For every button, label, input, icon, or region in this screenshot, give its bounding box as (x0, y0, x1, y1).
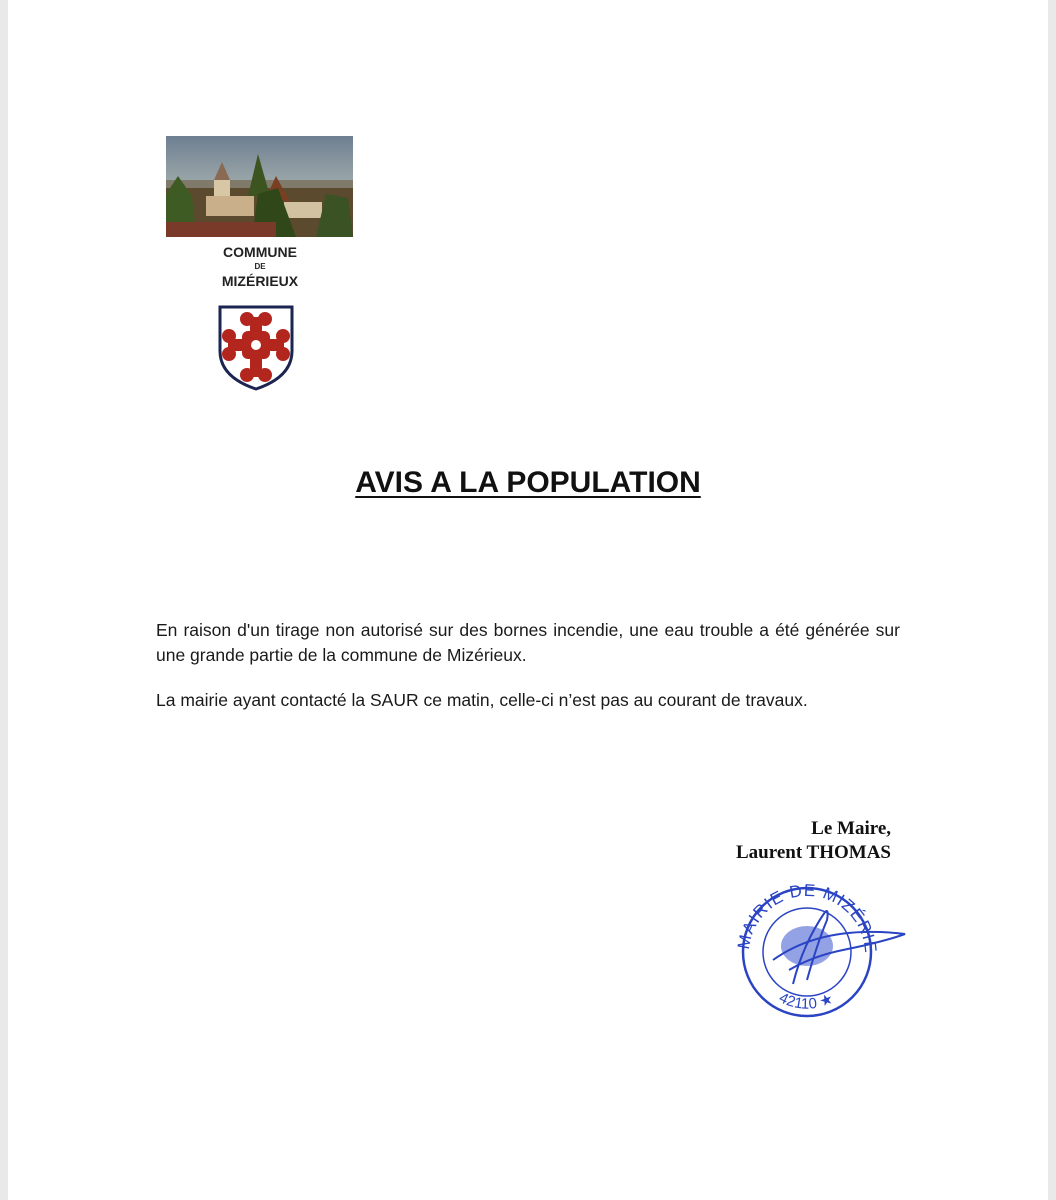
commune-label: COMMUNE (223, 244, 297, 260)
notice-title-text: AVIS A LA POPULATION (355, 466, 701, 499)
notice-paragraph-2: La mairie ayant contacté la SAUR ce matin, celle-ci n’est pas au courant de travaux. (156, 689, 808, 710)
commune-de-label: DE (254, 262, 266, 272)
notice-body (156, 618, 900, 713)
notice-paragraph-1: En raison d'un tirage non autorisé sur des bornes incendie, une eau trouble a été générée sur une grande partie de la commune de Mizérieux. (156, 620, 900, 665)
commune-town-name: MIZÉRIEUX (221, 273, 299, 290)
notice-title (8, 466, 1048, 500)
signature-role: Le Maire, (811, 818, 891, 839)
document-page (8, 0, 1048, 1200)
village-church-photo (166, 136, 353, 237)
svg-text:MAIRIE DE MIZÉRIEUX: MAIRIE DE MIZÉRIE (733, 884, 881, 955)
signature-block (736, 817, 891, 866)
signature-name: Laurent THOMAS (735, 842, 891, 864)
svg-text:42110 ★: 42110 ★ (776, 989, 836, 1013)
commune-name-block (198, 244, 322, 289)
coat-of-arms-cross-icon (216, 303, 296, 391)
mairie-stamp-icon (733, 884, 913, 1019)
